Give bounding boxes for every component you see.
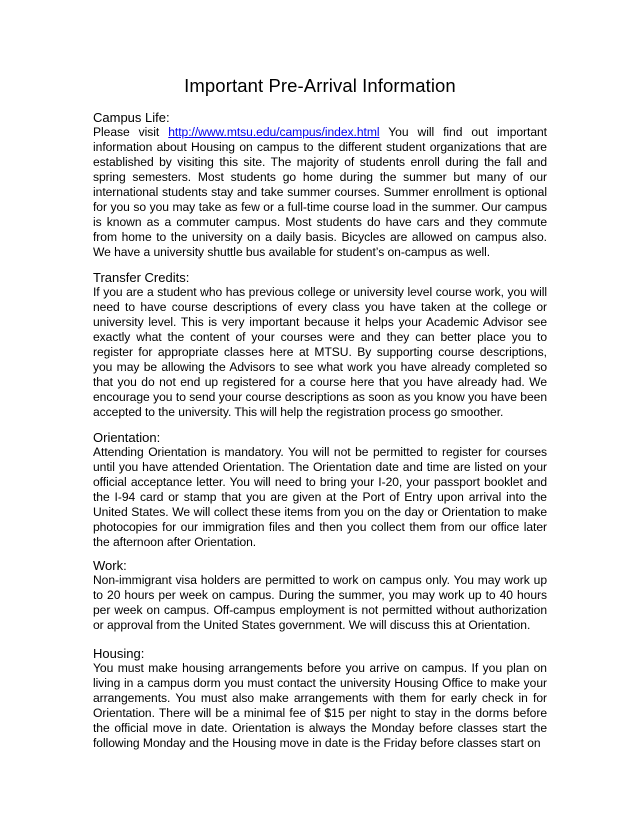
work-text: Non-immigrant visa holders are permitted to work on campus only. You may work up to 20 hours per week on campus. During the summer, you may work up to 40 hours per week on campus. Off-campus employment is not permitted without authorization or approval from the United States government. We will discuss this at Orientation.: [93, 573, 547, 632]
transfer-credits-heading: Transfer Credits:: [93, 270, 190, 285]
transfer-credits-text: If you are a student who has previous college or university level course work, you will need to have course descriptions of every class you have taken at the college or university level. This is very important because it helps your Academic Advisor see exactly what the content of your courses were and they can better place you to register for appropriate classes here at MTSU. By supporting course descriptions, you may be allowing the Advisors to see what work you have already completed so that you do not end up registered for a course here that you have already had. We encourage you to send your course descriptions as soon as you know you have been accepted to the university. This will help the registration process go smoother.: [93, 285, 547, 419]
work-heading: Work:: [93, 558, 127, 573]
section-orientation: [93, 430, 547, 550]
orientation-heading: Orientation:: [93, 430, 161, 445]
campus-life-text-body: You will find out important information about Housing on campus to the different student organizations that are established by visiting this site. The majority of students enroll during the fall and spring semesters. Most students go home during the summer but many of our international students stay and take summer courses. Summer enrollment is optional for you so you may take as few or a full-time course load in the summer. Our campus is known as a commuter campus. Most students do have cars and they commute from home to the university on a daily basis. Bicycles are allowed on campus also. We have a university shuttle bus available for student’s on-campus as well.: [93, 125, 547, 259]
campus-life-text: [93, 125, 547, 260]
campus-life-text-intro: Please visit: [93, 125, 169, 139]
housing-heading: Housing:: [93, 646, 145, 661]
housing-text: You must make housing arrangements before you arrive on campus. If you plan on living in a campus dorm you must contact the university Housing Office to make your arrangements. You must also make arrangements with them for early check in for Orientation. There will be a minimal fee of $15 per night to stay in the dorms before the official move in date. Orientation is always the Monday before classes start the following Monday and the Housing move in date is the Friday before classes start on: [93, 661, 547, 750]
campus-index-link[interactable]: http://www.mtsu.edu/campus/index.html: [168, 125, 380, 139]
section-transfer-credits: [93, 270, 547, 420]
section-campus-life: [93, 110, 547, 260]
orientation-text: Attending Orientation is mandatory. You will not be permitted to register for courses until you have attended Orientation. The Orientation date and time are listed on your official acceptance letter. You will need to bring your I-20, your passport booklet and the I-94 card or stamp that you are given at the Port of Entry upon arrival into the United States. We will collect these items from you on the day or Orientation to make photocopies for our immigration files and then you collect them from our office later the afternoon after Orientation.: [93, 445, 547, 549]
campus-life-heading: Campus Life:: [93, 110, 170, 125]
section-housing: [93, 646, 547, 751]
page-title: Important Pre-Arrival Information: [184, 75, 456, 96]
section-work: [93, 558, 547, 633]
